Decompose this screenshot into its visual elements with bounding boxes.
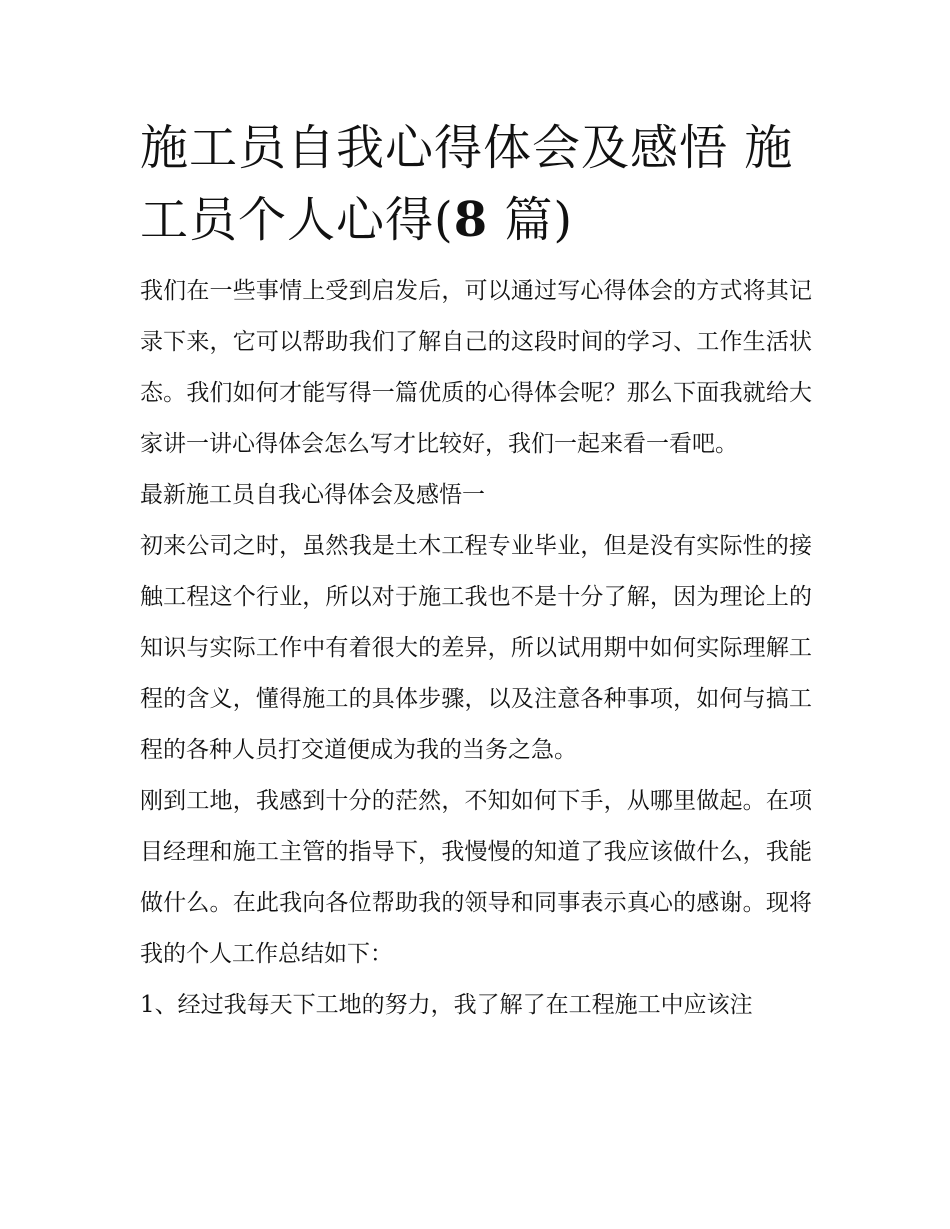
intro-paragraph: 我们在一些事情上受到启发后，可以通过写心得体会的方式将其记录下来，它可以帮助我们了解自己的这段时间的学习、工作生活状态。我们如何才能写得一篇优质的心得体会呢？那么下面我就给大家讲一讲心得体会怎么写才比较好，我们一起来看一看吧。 [140, 278, 812, 457]
document-content [140, 112, 812, 1031]
title-number: 8 [453, 192, 489, 248]
body-paragraph: 刚到工地，我感到十分的茫然，不知如何下手，从哪里做起。在项目经理和施工主管的指导下，我慢慢的知道了我应该做什么，我能做什么。在此我向各位帮助我的领导和同事表示真心的感谢。现将我的个人工作总结如下： [140, 788, 812, 967]
document-body [140, 266, 812, 1031]
list-item-paragraph: 1、经过我每天下工地的努力，我了解了在工程施工中应该注 [140, 992, 753, 1018]
title-text-part2: 篇) [488, 192, 574, 248]
title-text-part1: 施工员自我心得体会及感悟 施工员个人心得( [140, 120, 794, 248]
section-heading: 最新施工员自我心得体会及感悟一 [140, 482, 485, 508]
body-paragraph: 初来公司之时，虽然我是土木工程专业毕业，但是没有实际性的接触工程这个行业，所以对于施工我也不是十分了解，因为理论上的知识与实际工作中有着很大的差异，所以试用期中如何实际理解工程的含义，懂得施工的具体步骤，以及注意各种事项，如何与搞工程的各种人员打交道便成为我的当务之急。 [140, 533, 812, 763]
document-title [140, 112, 812, 256]
